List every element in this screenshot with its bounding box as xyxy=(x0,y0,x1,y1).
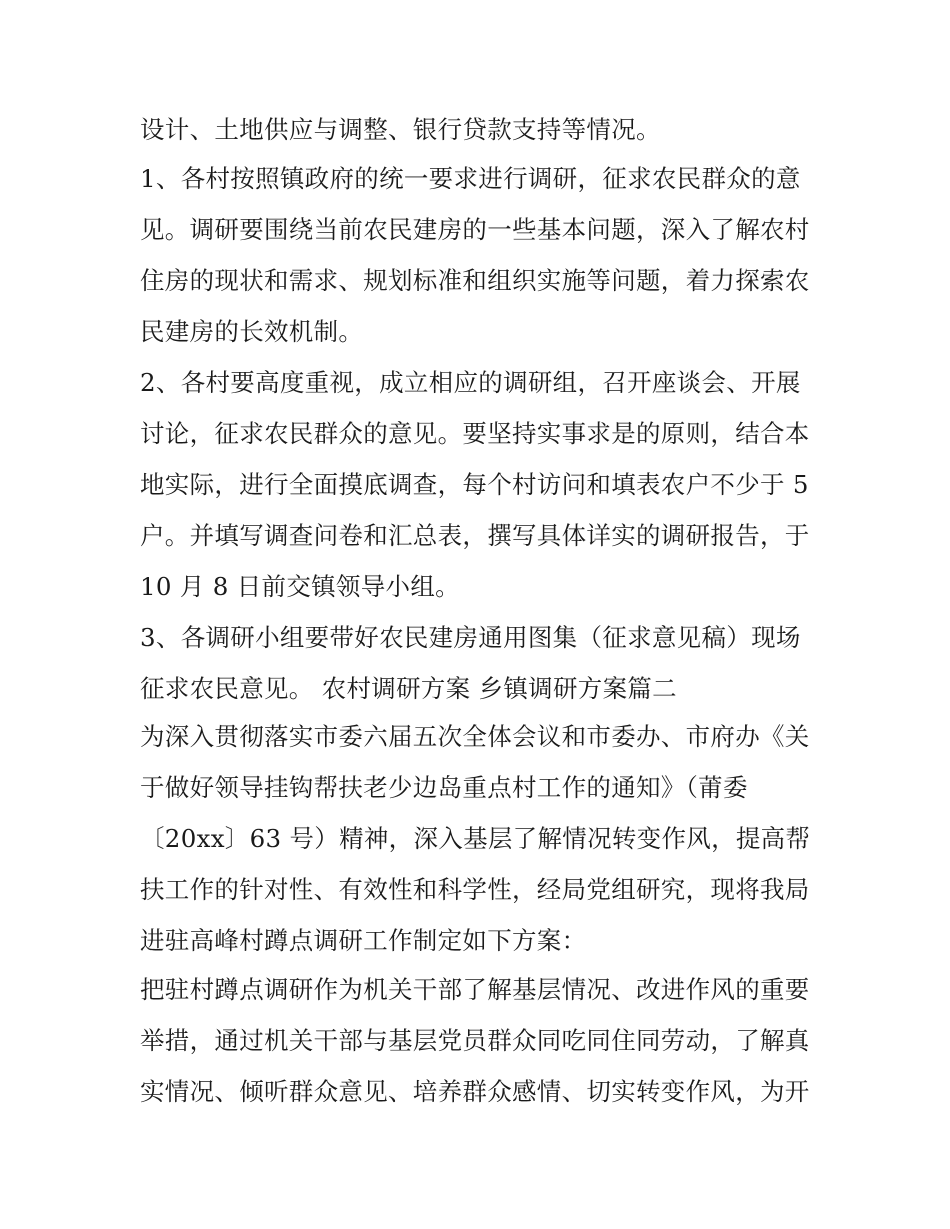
text-line: 3、各调研小组要带好农民建房通用图集（征求意见稿）现场 xyxy=(140,623,801,652)
text-line: 讨论，征求农民群众的意见。要坚持实事求是的原则，结合本 xyxy=(140,419,810,448)
text-line: 2、各村要高度重视，成立相应的调研组，召开座谈会、开展 xyxy=(140,368,801,397)
text-line: 举措，通过机关干部与基层党员群众同吃同住同劳动，了解真 xyxy=(140,1026,810,1055)
text-line: 户。并填写调查问卷和汇总表，撰写具体详实的调研报告，于 xyxy=(140,521,810,550)
text-line: 住房的现状和需求、规划标准和组织实施等问题，着力探索农 xyxy=(140,266,810,295)
text-line: 〔20xx〕63 号）精神，深入基层了解情况转变作风，提高帮 xyxy=(140,824,811,853)
text-line: 进驻高峰村蹲点调研工作制定如下方案： xyxy=(140,926,587,955)
text-line: 1、各村按照镇政府的统一要求进行调研，征求农民群众的意 xyxy=(140,164,801,193)
text-line: 地实际，进行全面摸底调查，每个村访问和填表农户不少于 5 xyxy=(140,470,809,499)
text-line: 10 月 8 日前交镇领导小组。 xyxy=(140,572,460,601)
text-line: 把驻村蹲点调研作为机关干部了解基层情况、改进作风的重要 xyxy=(140,975,810,1004)
text-line: 扶工作的针对性、有效性和科学性，经局党组研究，现将我局 xyxy=(140,875,810,904)
text-line: 见。调研要围绕当前农民建房的一些基本问题，深入了解农村 xyxy=(140,215,810,244)
text-line: 实情况、倾听群众意见、培养群众感情、切实转变作风，为开 xyxy=(140,1077,810,1106)
text-line: 为深入贯彻落实市委六届五次全体会议和市委办、市府办《关 xyxy=(140,722,810,751)
text-line: 设计、土地供应与调整、银行贷款支持等情况。 xyxy=(140,115,661,144)
text-line: 征求农民意见。 农村调研方案 乡镇调研方案篇二 xyxy=(140,674,677,703)
text-line: 民建房的长效机制。 xyxy=(140,317,364,346)
text-line: 于做好领导挂钩帮扶老少边岛重点村工作的通知》（莆委 xyxy=(140,773,748,802)
